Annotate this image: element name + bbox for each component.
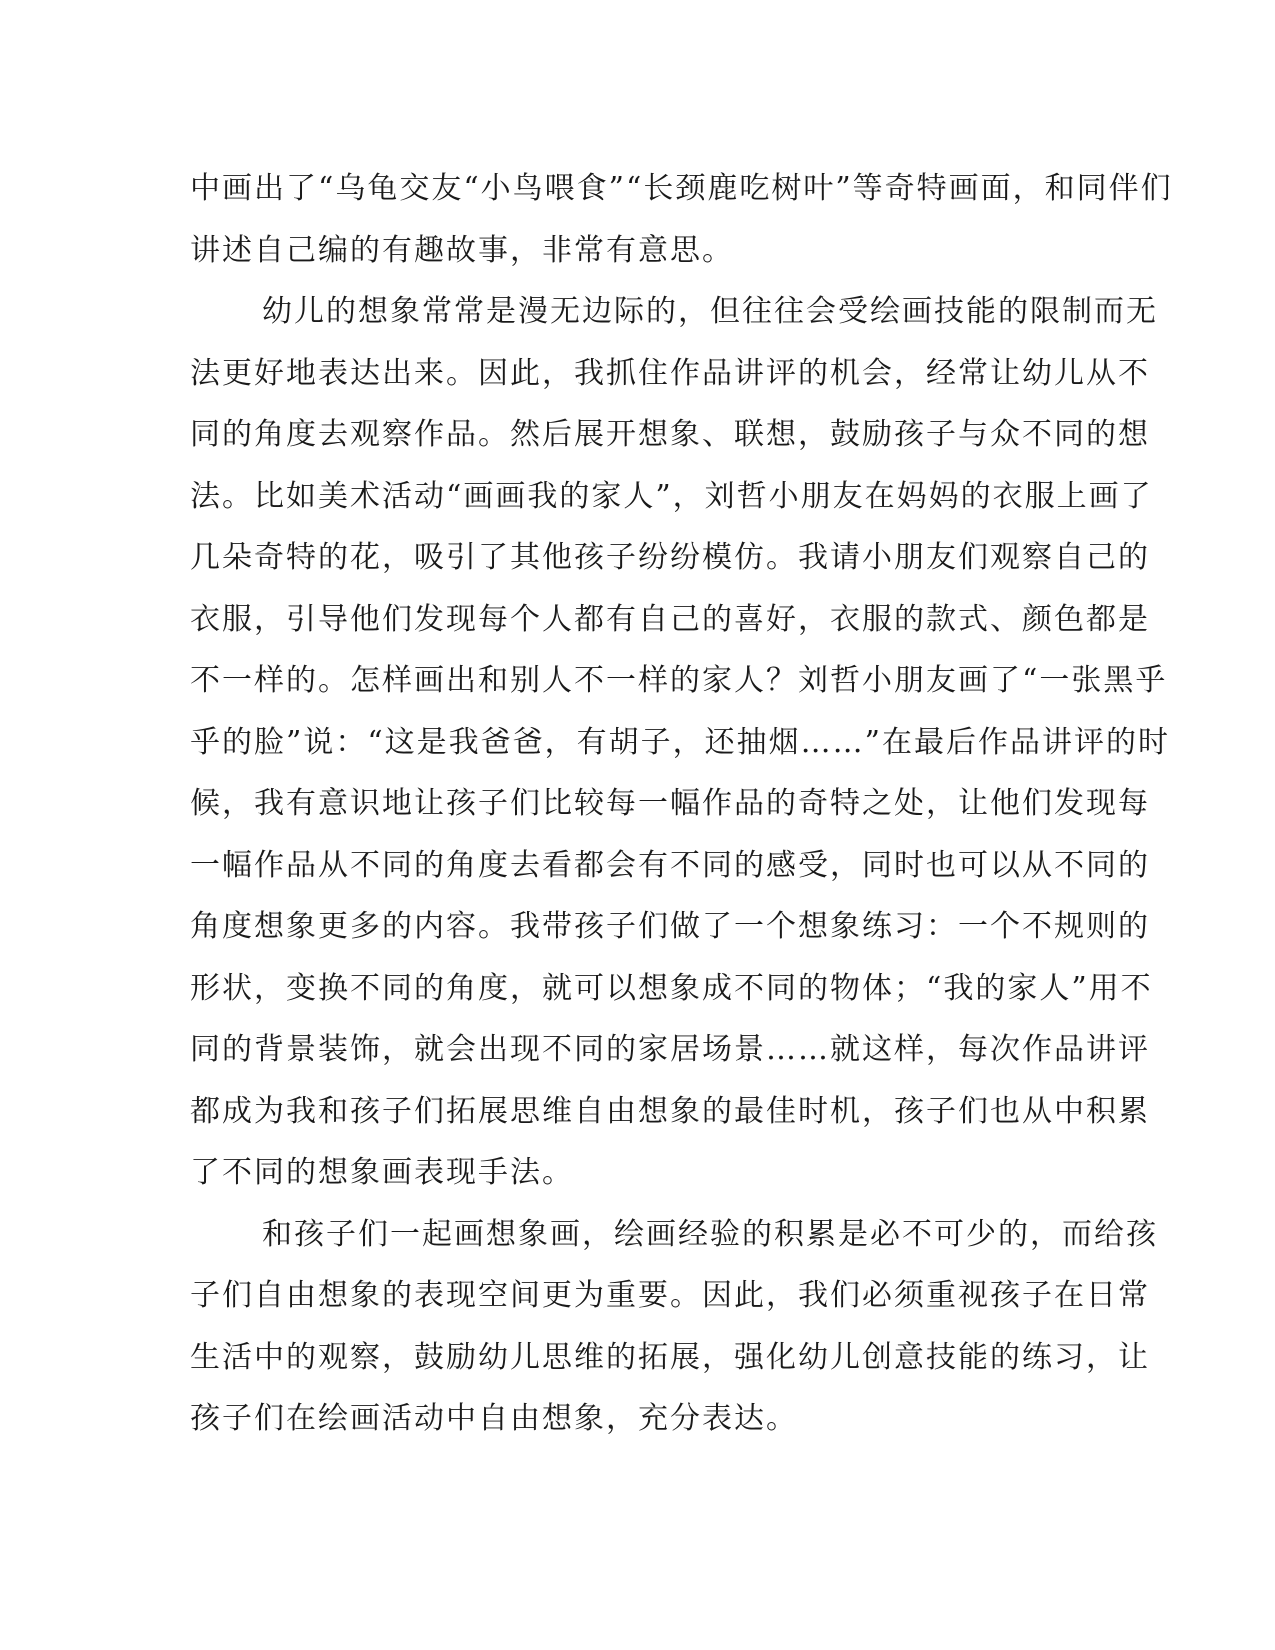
text-line: 形状，变换不同的角度，就可以想象成不同的物体；“我的家人”用不 bbox=[190, 970, 1153, 1006]
text-line: 衣服，引导他们发现每个人都有自己的喜好，衣服的款式、颜色都是 bbox=[190, 601, 1150, 637]
text-line: 孩子们在绘画活动中自由想象，充分表达。 bbox=[190, 1401, 798, 1436]
paragraph-3 bbox=[190, 1204, 1158, 1450]
text-line: 几朵奇特的花，吸引了其他孩子纷纷模仿。我请小朋友们观察自己的 bbox=[190, 540, 1150, 575]
text-line: 乎的脸”说：“这是我爸爸，有胡子，还抽烟……”在最后作品讲评的时 bbox=[190, 724, 1171, 760]
text-line: 法更好地表达出来。因此，我抓住作品讲评的机会，经常让幼儿从不 bbox=[190, 355, 1150, 391]
text-line: 角度想象更多的内容。我带孩子们做了一个想象练习：一个不规则的 bbox=[190, 909, 1150, 944]
text-line: 都成为我和孩子们拓展思维自由想象的最佳时机，孩子们也从中积累 bbox=[190, 1093, 1150, 1129]
text-line: 子们自由想象的表现空间更为重要。因此，我们必须重视孩子在日常 bbox=[190, 1278, 1150, 1313]
text-line: 不一样的。怎样画出和别人不一样的家人？刘哲小朋友画了“一张黑乎 bbox=[190, 663, 1168, 698]
text-line: 讲述自己编的有趣故事，非常有意思。 bbox=[190, 232, 734, 268]
text-line: 候，我有意识地让孩子们比较每一幅作品的奇特之处，让他们发现每 bbox=[190, 786, 1150, 821]
text-line: 幼儿的想象常常是漫无边际的，但往往会受绘画技能的限制而无 bbox=[262, 294, 1158, 329]
text-line: 同的角度去观察作品。然后展开想象、联想，鼓励孩子与众不同的想 bbox=[190, 417, 1150, 452]
text-line: 了不同的想象画表现手法。 bbox=[190, 1155, 574, 1190]
text-line: 一幅作品从不同的角度去看都会有不同的感受，同时也可以从不同的 bbox=[190, 847, 1150, 883]
text-line: 同的背景装饰，就会出现不同的家居场景……就这样，每次作品讲评 bbox=[190, 1032, 1150, 1067]
text-line: 中画出了“乌龟交友“小鸟喂食”“长颈鹿吃树叶”等奇特画面，和同伴们 bbox=[190, 171, 1173, 206]
document-body bbox=[190, 158, 1173, 1450]
paragraph-1 bbox=[190, 158, 1173, 281]
text-line: 法。比如美术活动“画画我的家人”，刘哲小朋友在妈妈的衣服上画了 bbox=[190, 478, 1153, 514]
paragraph-2 bbox=[190, 281, 1171, 1204]
text-line: 生活中的观察，鼓励幼儿思维的拓展，强化幼儿创意技能的练习，让 bbox=[190, 1339, 1150, 1375]
text-line: 和孩子们一起画想象画，绘画经验的积累是必不可少的，而给孩 bbox=[262, 1216, 1158, 1252]
